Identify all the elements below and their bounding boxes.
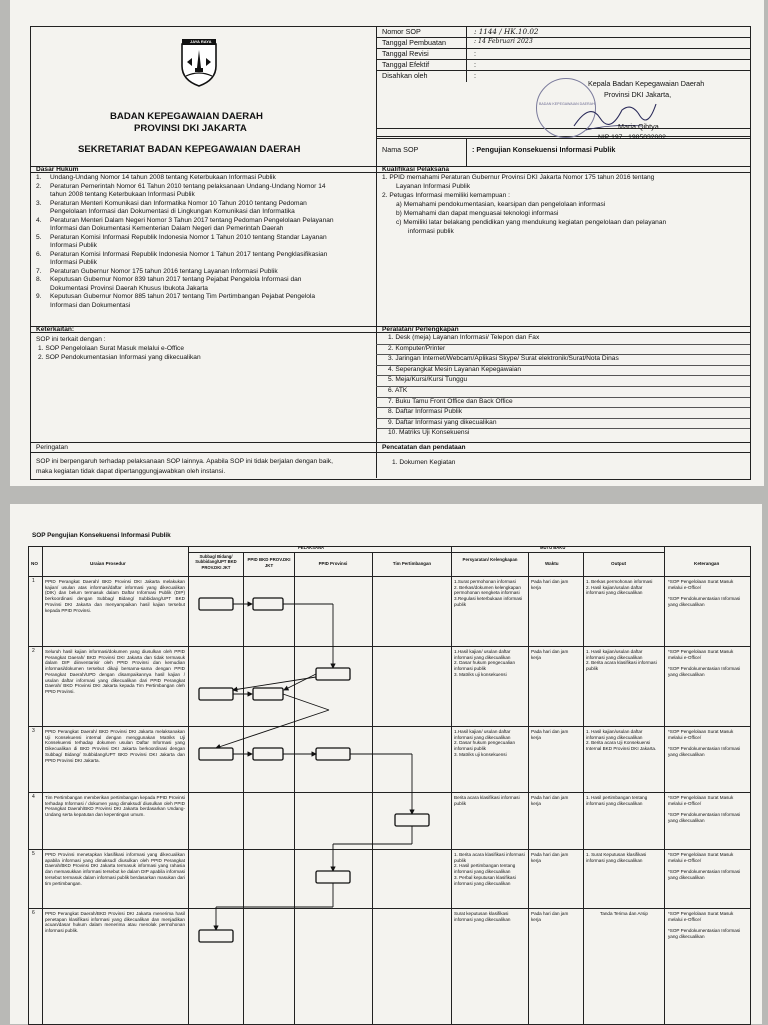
header-actor-tim: Tim Pertimbangan	[392, 561, 432, 566]
keterkaitan-line: 2. SOP Pendokumentasian Informasi yang dikecualikan	[38, 354, 201, 361]
persyaratan-line: 2. Dasar hukum pengecualian informasi publik	[454, 660, 516, 672]
dasar-hukum-item: Peraturan Komisi Informasi Republik Indonesia Nomor 1 Tahun 2017 tentang Pengklasifikasian	[50, 250, 328, 258]
peralatan-item: 5. Meja/Kursi/Kursi Tunggu	[388, 376, 468, 384]
header-persyaratan: Persyaratan/ Kelengkapan	[462, 557, 518, 562]
dasar-hukum-no: 7.	[36, 267, 42, 275]
keterkaitan-line: SOP ini terkait dengan :	[36, 336, 106, 343]
peringatan-line-2: maka kegiatan tidak dapat dipertanggungjawabkan oleh instansi.	[36, 468, 226, 475]
output-line: 1. Hasil kajian/usulan daftar informasi yang dikecualikan	[586, 729, 643, 740]
org-name-line2: PROVINSI DKI JAKARTA	[134, 123, 247, 134]
header-actor-subbag: Subbag/ Bidang/ Subbidang/UPT BKD PROV.DKI JKT	[195, 554, 237, 570]
flow-node-step-1-subbag	[199, 598, 233, 610]
output-line: 2. Berita acara klasifikasi informasi publik	[586, 660, 657, 672]
sop-identity-sheet	[10, 0, 764, 486]
dasar-hukum-no: 2.	[36, 182, 42, 190]
flow-node-step-3-ppid-bkd	[253, 748, 283, 760]
field-value-nomor: : 1144 / HK.10.02	[474, 27, 539, 36]
peralatan-item: 4. Seperangkat Mesin Layanan Kepegawaian	[388, 365, 522, 373]
pencatatan-title: Pencatatan dan pendataan	[382, 444, 466, 451]
procedure-title: SOP Pengujian Konsekuensi Informasi Publik	[32, 532, 171, 539]
flowchart-svg	[28, 546, 750, 1024]
dasar-hukum-item: Dokumentasi Provinsi Daerah Khusus Ibukota Jakarta	[50, 284, 208, 292]
row-number: 5	[32, 851, 35, 857]
nama-sop-label: Nama SOP	[382, 145, 419, 154]
flow-node-step-2-ppid-bkd	[253, 688, 283, 700]
kualifikasi-title: Kualifikasi Pelaksana	[382, 166, 450, 173]
persyaratan-line: 3. Matriks uji konsekuensi	[454, 671, 507, 677]
dasar-hukum-no: 8.	[36, 276, 42, 283]
output-line: 2. Hasil kajian/usulan daftar informasi yang dikecualikan	[586, 584, 643, 596]
peralatan-item: 8. Daftar Informasi Publik	[388, 408, 463, 416]
dasar-hukum-no: 6.	[36, 250, 42, 258]
dasar-hukum-no: 9.	[36, 293, 42, 300]
persyaratan-line: 1.Hasil kajian/ usulan daftar informasi yang dikecualikan	[454, 649, 511, 660]
row-number: 1	[32, 578, 35, 584]
dasar-hukum-item: Informasi dan Dokumentasi	[50, 301, 131, 309]
flow-node-step-2-ppid-prov	[316, 668, 350, 680]
dasar-hukum-item: Keputusan Gubernur Nomor 839 tahun 2017 tentang Pejabat Pengelola Informasi dan	[50, 276, 302, 283]
keterangan-line: *SOP Pendokumentasian Informasi yang dikecualikan	[668, 812, 741, 823]
keterangan-line: *SOP Pengelolaan Surat Masuk melalui e-Office/	[668, 579, 734, 590]
keterangan-line: *SOP Pengelolaan Surat Masuk melalui e-Office/	[668, 911, 734, 922]
dasar-hukum-no: 1.	[36, 174, 42, 181]
row-waktu: Pada hari dan jam kerja	[531, 649, 569, 660]
peralatan-row-line	[376, 386, 750, 387]
dasar-hukum-item: tahun 2008 tentang Keterbukaan Informasi Publik	[50, 191, 195, 198]
peralatan-row-line	[376, 354, 750, 355]
flow-node-step-4-tim	[395, 814, 429, 826]
dasar-hukum-item: Undang-Undang Nomor 14 tahun 2008 tentang Keterbukaan Informasi Publik	[50, 174, 276, 181]
dasar-hukum-item: Peraturan Menteri Dalam Negeri Nomor 3 Tahun 2017 tentang Pedoman Pengelolaan Pelayanan	[50, 216, 334, 224]
field-label-disahkan: Disahkan oleh	[382, 71, 428, 80]
row-waktu: Pada hari dan jam kerja	[531, 795, 569, 806]
dasar-hukum-no: 5.	[36, 233, 42, 241]
procedure-table	[28, 546, 750, 1024]
header-pelaksana: PELAKSANA	[298, 545, 325, 550]
field-label-revisi: Tanggal Revisi	[382, 49, 429, 58]
output-line: 1. Surat Keputusan klasifikasi informasi yang dikecualikan	[586, 852, 647, 863]
signer-nip: NIP 197...1985032002	[598, 134, 666, 141]
field-label-nomor: Nomor SOP	[382, 27, 421, 36]
peralatan-row-line	[376, 375, 750, 376]
signer-title-1: Kepala Badan Kepegawaian Daerah	[588, 79, 705, 88]
row-uraian: PPID Perangkat Daerah/BKD Provinsi DKI Jakarta menerima hasil penetapan klasifikasi informasi yang dikecualikan dan menjadikan acuan/dasar hukum dalam menerima atau menolak permohonan informasi publik.	[45, 911, 185, 934]
dasar-hukum-item: Peraturan Gubernur Nomor 175 tahun 2016 tentang Layanan Informasi Publik	[50, 267, 278, 275]
stamp-text: BADAN KEPEGAWAIAN DAERAH	[539, 102, 595, 106]
persyaratan-line: 1.Surat permohonan informasi	[454, 579, 516, 584]
peralatan-item: 3. Jaringan Internet/Webcam/Aplikasi Skype/ Surat elektronik/Surat/Nota Dinas	[388, 355, 619, 363]
procedure-flowchart-sheet	[10, 504, 762, 1024]
logo-text: JAYA RAYA	[190, 39, 212, 44]
keterkaitan-line: 1. SOP Pengelolaan Surat Masuk melalui e-Office	[38, 345, 184, 352]
field-value-pembuatan: : 14 Februari 2023	[474, 38, 533, 45]
peralatan-title: Peralatan/ Perlengkapan	[382, 326, 459, 333]
kualifikasi-line: informasi publik	[408, 228, 454, 235]
header-waktu: Waktu	[545, 561, 559, 566]
row-uraian: Tim Pertimbangan memberikan pertimbangan kepada PPID Provinsi terhadap Informasi / dokumen yang dimaksud/ diusulkan oleh PPID Perangkat Daerah/BKD Provinsi DKI Jakarta berdasarkan Undang-Undang serta kepatutan dan kepentingan umum.	[45, 795, 185, 818]
persyaratan-line: 2. Dasar hukum pengecualian informasi publik	[454, 740, 516, 752]
header-no: NO	[31, 561, 38, 566]
field-label-pembuatan: Tanggal Pembuatan	[382, 38, 446, 47]
field-label-efektif: Tanggal Efektif	[382, 60, 430, 69]
peralatan-row-line	[376, 397, 750, 398]
peringatan-title: Peringatan	[36, 444, 68, 451]
kualifikasi-line: Layanan Informasi Publik	[396, 183, 471, 190]
flow-node-step-2-subbag	[199, 688, 233, 700]
flow-node-step-1-ppid-bkd	[253, 598, 283, 610]
kualifikasi-line: 1. PPID memahami Peraturan Gubernur Provinsi DKI Jakarta Nomor 175 tahun 2016 tentang	[382, 174, 655, 181]
signer-name: Maria Qibtya	[618, 122, 659, 131]
output-line: Tanda Terima dan Arsip	[600, 911, 648, 916]
keterangan-line: *SOP Pendokumentasian Informasi yang dikecualikan	[668, 869, 741, 880]
field-value-disahkan: :	[474, 71, 476, 80]
row-waktu: Pada hari dan jam kerja	[531, 579, 569, 590]
peralatan-row-line	[376, 365, 750, 366]
output-line: 2. Berita acara Uji Konsekuensi Internal BKD Provinsi DKI Jakarta.	[586, 740, 657, 752]
flow-connector	[284, 674, 316, 690]
signer-title-2: Provinsi DKI Jakarta,	[604, 90, 672, 99]
flow-node-step-3-subbag	[199, 748, 233, 760]
output-line: 1. Berkas permohonan informasi	[586, 579, 653, 584]
peralatan-row-line	[376, 418, 750, 419]
peralatan-row-line	[376, 428, 750, 429]
flow-node-step-3-ppid-prov	[316, 748, 350, 760]
row-number: 4	[32, 794, 35, 800]
row-number: 2	[32, 648, 35, 654]
field-value-efektif: :	[474, 60, 476, 69]
jakarta-crest-logo	[178, 36, 220, 88]
dasar-hukum-item: Pengelolaan Informasi dan Dokumentasi di Lingkungan Komunikasi dan Informatika	[50, 208, 295, 215]
kualifikasi-line: b) Memahami dan dapat menguasai teknologi informasi	[396, 210, 559, 217]
dasar-hukum-item: Informasi Publik	[50, 242, 97, 249]
peralatan-item: 7. Buku Tamu Front Office dan Back Office	[388, 397, 513, 405]
persyaratan-line: 1.Hasil kajian/ usulan daftar informasi yang dikecualikan	[454, 729, 511, 740]
persyaratan-line: 1. Berita acara klasifikasi informasi publik	[454, 852, 525, 863]
field-value-revisi: :	[474, 49, 476, 58]
row-number: 3	[32, 728, 35, 734]
flow-connector	[283, 694, 329, 710]
header-output: Output	[611, 561, 627, 566]
output-line: 1. Hasil kajian/usulan daftar informasi yang dikecualikan	[586, 649, 643, 660]
org-name-line1: BADAN KEPEGAWAIAN DAERAH	[110, 111, 263, 122]
row-uraian: PPID Perangkat Daerah/ BKD Provinsi DKI Jakarta melakukan kajian/ usulan atas informasi/daftar informasi yang dikecualikan (DIK) dan belum termasuk dalam Daftar Informasi Publik (DIP) berkoordinasi dengan Subbag/ Bidang/ Subbidang/UPT BKD Provinsi DKI Jakarta dan menyampaikan hasil kajian tersebut kepada PPID Provinsi.	[45, 579, 185, 613]
nama-sop-value: : Pengujian Konsekuensi Informasi Publik	[472, 145, 616, 154]
peralatan-item: 2. Komputer/Printer	[388, 344, 446, 352]
header-actor-ppid-bkd: PPID BKD PROV.DKI JKT	[247, 557, 291, 568]
keterangan-line: *SOP Pengelolaan Surat Masuk melalui e-Office/	[668, 649, 734, 660]
keterangan-line: *SOP Pendokumentasian Informasi yang dikecualikan	[668, 746, 741, 757]
persyaratan-line: 2. Berkas/dokumen kelengkapan permohonan sengketa informasi	[454, 584, 521, 596]
dasar-hukum-no: 4.	[36, 216, 42, 224]
row-uraian: PPID Provinsi menetapkan klasifikasi informasi yang dikecualikan apabila informasi yang dimaksud/ diusulkan oleh PPID Perangkat Daerah/BKD Provinsi DKI Jakarta termasuk informasi yang rahasia dan memasukkan informasi tersebut ke dalam DIP apabila informasi tersebut termasuk dalam informasi publik berdasarkan masukan dari tim pertimbangan.	[45, 852, 185, 886]
flow-node-step-6-subbag	[199, 930, 233, 942]
keterkaitan-title: Keterkaitan:	[36, 326, 75, 333]
persyaratan-line: 3. Perbal keputusan klasifikasi informasi yang dikecualikan	[454, 874, 516, 886]
keterangan-line: *SOP Pendokumentasian Informasi yang dikecualikan	[668, 928, 741, 939]
keterangan-line: *SOP Pendokumentasian Informasi yang dikecualikan	[668, 666, 741, 677]
peralatan-item: 9. Daftar Informasi yang dikecualikan	[388, 418, 497, 426]
persyaratan-line: 2. Hasil pertimbangan tentang informasi yang dikecualikan	[454, 863, 516, 875]
dasar-hukum-no: 3.	[36, 199, 42, 207]
header-uraian: Uraian Prosedur	[90, 561, 126, 566]
peralatan-item: 1. Desk (meja) Layanan Informasi/ Telepon dan Fax	[388, 334, 540, 341]
dasar-hukum-item: Keputusan Gubernur Nomor 885 tahun 2017 tentang Tim Pertimbangan Pejabat Pengelola	[50, 293, 316, 300]
peralatan-row-line	[376, 407, 750, 408]
sop-fields-table	[376, 26, 750, 82]
dasar-hukum-item: Informasi Publik	[50, 259, 97, 266]
peralatan-item: 10. Matriks Uji Konsekuensi	[388, 429, 470, 437]
keterangan-line: *SOP Pengelolaan Surat Masuk melalui e-Office/	[668, 852, 734, 863]
header-actor-ppid-provinsi: PPID Provinsi	[318, 561, 348, 566]
row-waktu: Pada hari dan jam kerja	[531, 911, 569, 922]
output-line: 1. Hasil pertimbangan tentang informasi yang dikecualikan	[586, 795, 648, 806]
dasar-hukum-title: Dasar Hukum	[36, 166, 79, 173]
persyaratan-line: Surat keputusan klasifikasi informasi yang dikecualikan	[454, 911, 511, 922]
peralatan-row-line	[376, 344, 750, 345]
flow-node-step-5-ppid-prov	[316, 871, 350, 883]
kualifikasi-line: a) Memahami pendokumentasian, kearsipan dan pengelolaan informasi	[396, 201, 606, 208]
row-waktu: Pada hari dan jam kerja	[531, 729, 569, 740]
persyaratan-line: Berita acara klasifikasi informasi publik	[454, 795, 520, 806]
peringatan-line-1: SOP ini berpengaruh terhadap pelaksanaan SOP lainnya. Apabila SOP ini tidak berjalan dengan baik,	[36, 458, 333, 465]
persyaratan-line: 3.Regulasi keterbukaan informasi publik	[454, 596, 523, 607]
org-name-line3: SEKRETARIAT BADAN KEPEGAWAIAN DAERAH	[78, 144, 301, 155]
pencatatan-item-1: 1. Dokumen Kegiatan	[392, 459, 456, 466]
keterangan-line: *SOP Pengelolaan Surat Masuk melalui e-Office/	[668, 729, 734, 740]
row-uraian: PPID Perangkat Daerah/ BKD Provinsi DKI Jakarta melaksanakan Uji Konsekuensi internal dengan menggunakan Matriks Uji Konsekuensi terhadap dokumen usulan Daftar Informasi yang Dikecualikan di BKD Provinsi DKI Jakarta berkoordinasi dengan Subbag/ Bidang/ Subbidang/UPT BKD Provinsi DKI Jakarta dan PPID Provinsi DKI Jakarta.	[45, 729, 185, 763]
peralatan-item: 6. ATK	[388, 387, 408, 394]
header-mutu-baku: MUTU BAKU	[540, 545, 566, 550]
kualifikasi-line: c) Memiliki latar belakang pendidikan yang mendukung kegiatan pengelolaan dan pelayanan	[396, 219, 667, 226]
keterangan-line: *SOP Pendokumentasian Informasi yang dikecualikan	[668, 596, 741, 607]
row-uraian: Seluruh hasil kajian informasi/dokumen yang diusulkan oleh PPID Perangkat Daerah/ BKD Provinsi DKI Jakarta dan tidak termasuk dalam DIP diinventarisir oleh PPID Provinsi dan kemudian informasi/dokumen tersebut dikaji bersama-sama dengan PPID Perangkat Daerah/UPD dengan disampaikannya hasil kajian / usulan daftar informasi yang dikecualikan dari PPID Perangkat Daerah/ BKD Provinsi DKI Jakarta kepada Tim Pertimbangan oleh PPID Provinsi.	[45, 649, 185, 695]
dasar-hukum-item: Peraturan Menteri Komunikasi dan Informatika Nomor 10 Tahun 2010 tentang Pedoman	[50, 199, 307, 207]
dasar-hukum-item: Peraturan Komisi Informasi Republik Indonesia Nomor 1 Tahun 2010 tentang Standar Layanan	[50, 233, 327, 241]
header-keterangan: Keterangan	[694, 561, 720, 566]
dasar-hukum-item: Informasi dan Dokumentasi Kementerian Dalam Negeri dan Pemerintah Daerah	[50, 225, 284, 232]
row-waktu: Pada hari dan jam kerja	[531, 852, 569, 863]
flow-connector	[216, 710, 329, 748]
dasar-hukum-item: Peraturan Pemerintah Nomor 61 Tahun 2010 tentang pelaksanaan Undang-Undang Nomor 14	[50, 182, 326, 190]
kualifikasi-line: 2. Petugas Informasi memiliki kemampuan :	[382, 192, 510, 199]
row-number: 6	[32, 910, 35, 916]
keterangan-line: *SOP Pengelolaan Surat Masuk melalui e-Office/	[668, 795, 734, 806]
persyaratan-line: 3. Matriks uji konsekuensi	[454, 751, 507, 757]
